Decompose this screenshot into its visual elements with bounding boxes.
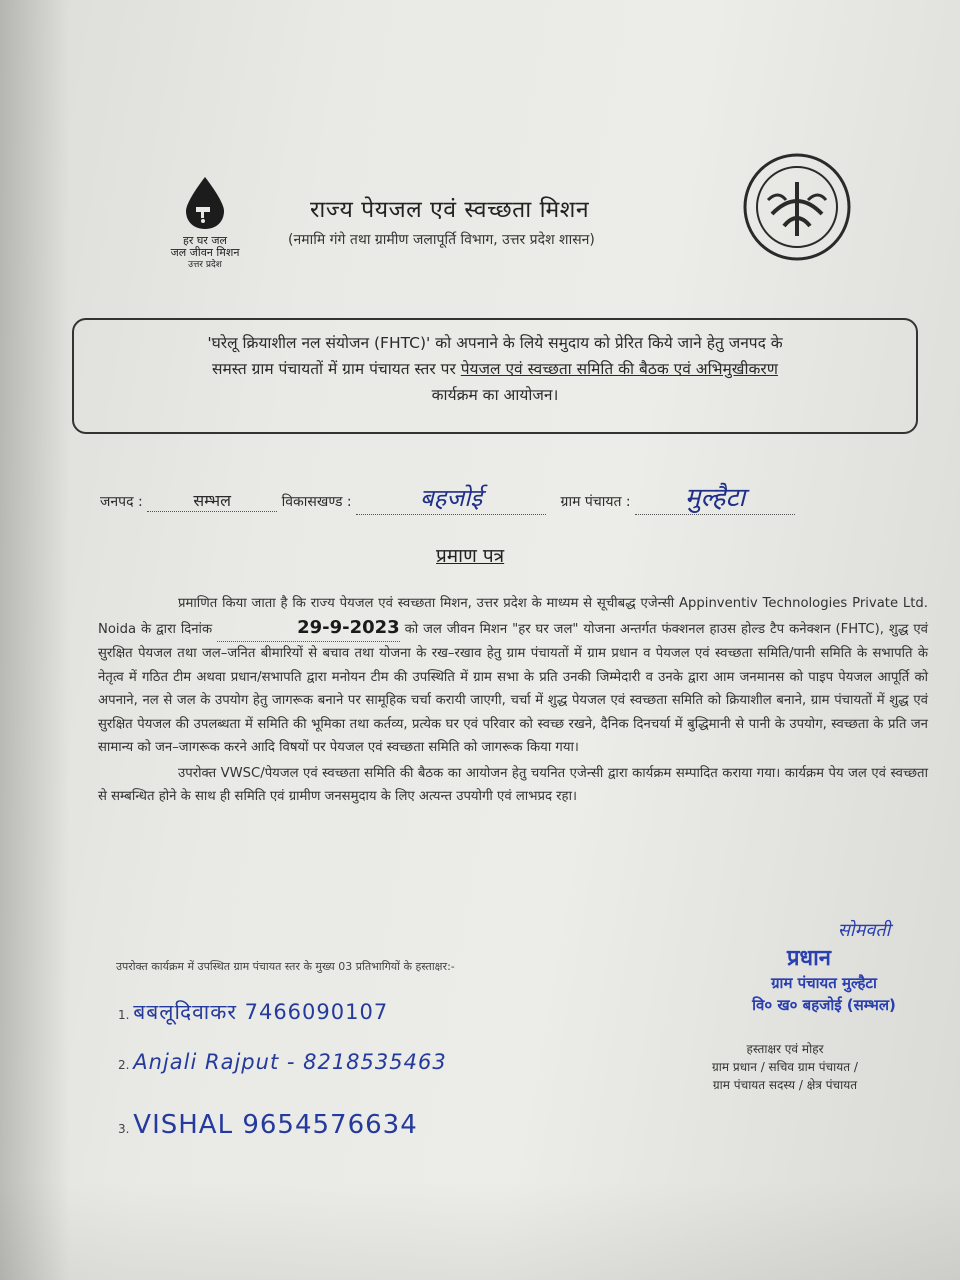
participant-entry: बबलूदिवाकर 7466090107 <box>133 1000 389 1024</box>
participant-entry: VISHAL 9654576634 <box>133 1110 418 1140</box>
logo-text-3: उत्तर प्रदेश <box>188 260 222 270</box>
certificate-paragraph-1 <box>98 592 928 760</box>
logo-text-1: हर घर जल <box>183 234 227 247</box>
certificate-paragraph-2: उपरोक्त VWSC/पेयजल एवं स्वच्छता समिति की बैठक का आयोजन हेतु चयनित एजेन्सी द्वारा कार्यक्रम सम्पादित कराया गया। कार्यक्रम पेय जल एवं स्वच्छता से सम्बन्धित होने के साथ ही समिति एवं ग्रामीण जनसमुदाय के लिए अत्यन्त उपयोगी एवं लाभप्रद रहा। <box>98 765 928 804</box>
participant-number: 2. <box>118 1058 130 1072</box>
participant-3 <box>118 1110 418 1140</box>
stamp-line-1: ग्राम पंचायत मुल्हैटा <box>771 974 877 992</box>
subject-line-3: कार्यक्रम का आयोजन। <box>431 386 559 404</box>
participants-caption: उपरोक्त कार्यक्रम में उपस्थित ग्राम पंचायत स्तर के मुख्य 03 प्रतिभागियों के हस्ताक्षर:- <box>116 960 455 973</box>
har-ghar-jal-logo <box>150 175 260 285</box>
gram-panchayat-label: ग्राम पंचायत : <box>560 494 631 510</box>
vikaskhand-field <box>356 481 546 515</box>
participant-entry: Anjali Rajput - 8218535463 <box>133 1050 447 1074</box>
janpad-label: जनपद : <box>100 494 143 510</box>
certificate-body <box>98 592 928 809</box>
up-government-seal <box>742 152 852 262</box>
pradhan-stamp <box>704 918 944 1016</box>
subject-box <box>72 318 918 434</box>
signature-caption-line-1: हस्ताक्षर एवं मोहर <box>746 1042 824 1056</box>
bottom-shadow <box>0 1180 960 1280</box>
janpad-field <box>147 489 277 512</box>
paragraph-1-part-b: को जल जीवन मिशन "हर घर जल" योजना अन्तर्गत फंक्शनल हाउस होल्ड टैप कनेक्शन (FHTC), शुद्ध एवं सुरक्षित पेयजल तथा जल–जनित बीमारियों से बचाव तथा योजना के रख–रखाव हेतु ग्राम पंचायतों में ग्राम प्रधान व पेयजल एवं स्वच्छता समिति/पानी समिति के सभापति के नेतृत्व में गठित टीम अथवा प्रधान/सभापति द्वारा मनोयन टीम की उपस्थिति में ग्राम सभा के प्रति उनकी जिम्मेदारी व उनके द्वारा आम जनमानस को पाइप पेयजल आपूर्ति को अपनाने, नल से जल के उपयोग हेतु जागरूक बनाने पर सामूहिक चर्चा करायी जाएगी, चर्चा में शुद्ध पेयजल एवं स्वच्छता समिति को क्रियाशील बनाने, ग्राम पंचायतों में शुद्ध एवं सुरक्षित पेयजल की उपलब्धता में समिति की भूमिका तथा कर्तव्य, प्रत्येक घर एवं परिवार को स्वच्छ रखने, दैनिक दिनचर्या में बुद्धिमानी से पानी के उपयोग, स्वच्छता के प्रति जन सामान्य को जन–जागरूक करने आदि विषयों पर पेयजल एवं स्वच्छता समिति को जागरूक किया गया। <box>98 621 928 755</box>
stamp-role: प्रधान <box>787 946 831 971</box>
stamp-signature: सोमवती <box>837 920 891 941</box>
location-fields <box>100 478 920 513</box>
subject-line-2-plain: समस्त ग्राम पंचायतों में ग्राम पंचायत स्तर पर <box>212 360 456 378</box>
signature-caption <box>670 1040 900 1094</box>
subject-line-2-underlined: पेयजल एवं स्वच्छता समिति की बैठक एवं अभिमुखीकरण <box>460 360 778 378</box>
date-value: 29-9-2023 <box>297 616 400 638</box>
organization-title: राज्य पेयजल एवं स्वच्छता मिशन <box>310 197 590 223</box>
gram-panchayat-value: मुल्हैटा <box>684 483 746 513</box>
participant-number: 1. <box>118 1008 130 1022</box>
certificate-title: प्रमाण पत्र <box>436 545 505 567</box>
logo-text-2: जल जीवन मिशन <box>170 246 240 259</box>
organization-subtitle: (नमामि गंगे तथा ग्रामीण जलापूर्ति विभाग, उत्तर प्रदेश शासन) <box>288 232 595 248</box>
signature-caption-line-2: ग्राम प्रधान / सचिव ग्राम पंचायत / <box>712 1060 858 1074</box>
vikaskhand-label: विकासखण्ड : <box>281 494 352 510</box>
gram-panchayat-field <box>635 478 795 515</box>
participant-2 <box>118 1050 447 1074</box>
vikaskhand-value: बहजोई <box>419 484 483 512</box>
janpad-value: सम्भल <box>193 491 232 510</box>
paragraph-1-part-a: प्रमाणित किया जाता है कि राज्य पेयजल एवं स्वच्छता मिशन, उत्तर प्रदेश के माध्यम से सूचीबद्ध एजेन्सी Appinventiv Technologies Private Ltd. Noida के द्वारा दिनांक <box>98 596 928 637</box>
seal-emblem-icon <box>742 152 852 262</box>
participant-1 <box>118 998 388 1026</box>
subject-line-2 <box>90 356 900 382</box>
water-drop-icon <box>182 175 228 231</box>
signature-caption-line-3: ग्राम पंचायत सदस्य / क्षेत्र पंचायत <box>712 1078 858 1092</box>
participant-number: 3. <box>118 1122 130 1136</box>
stamp-line-2: वि० ख० बहजोई (सम्भल) <box>752 996 896 1014</box>
date-field <box>217 616 400 643</box>
subject-line-1: 'घरेलू क्रियाशील नल संयोजन (FHTC)' को अपनाने के लिये समुदाय को प्रेरित किये जाने हेतु जनपद के <box>207 334 783 352</box>
page-shadow <box>0 0 70 1280</box>
